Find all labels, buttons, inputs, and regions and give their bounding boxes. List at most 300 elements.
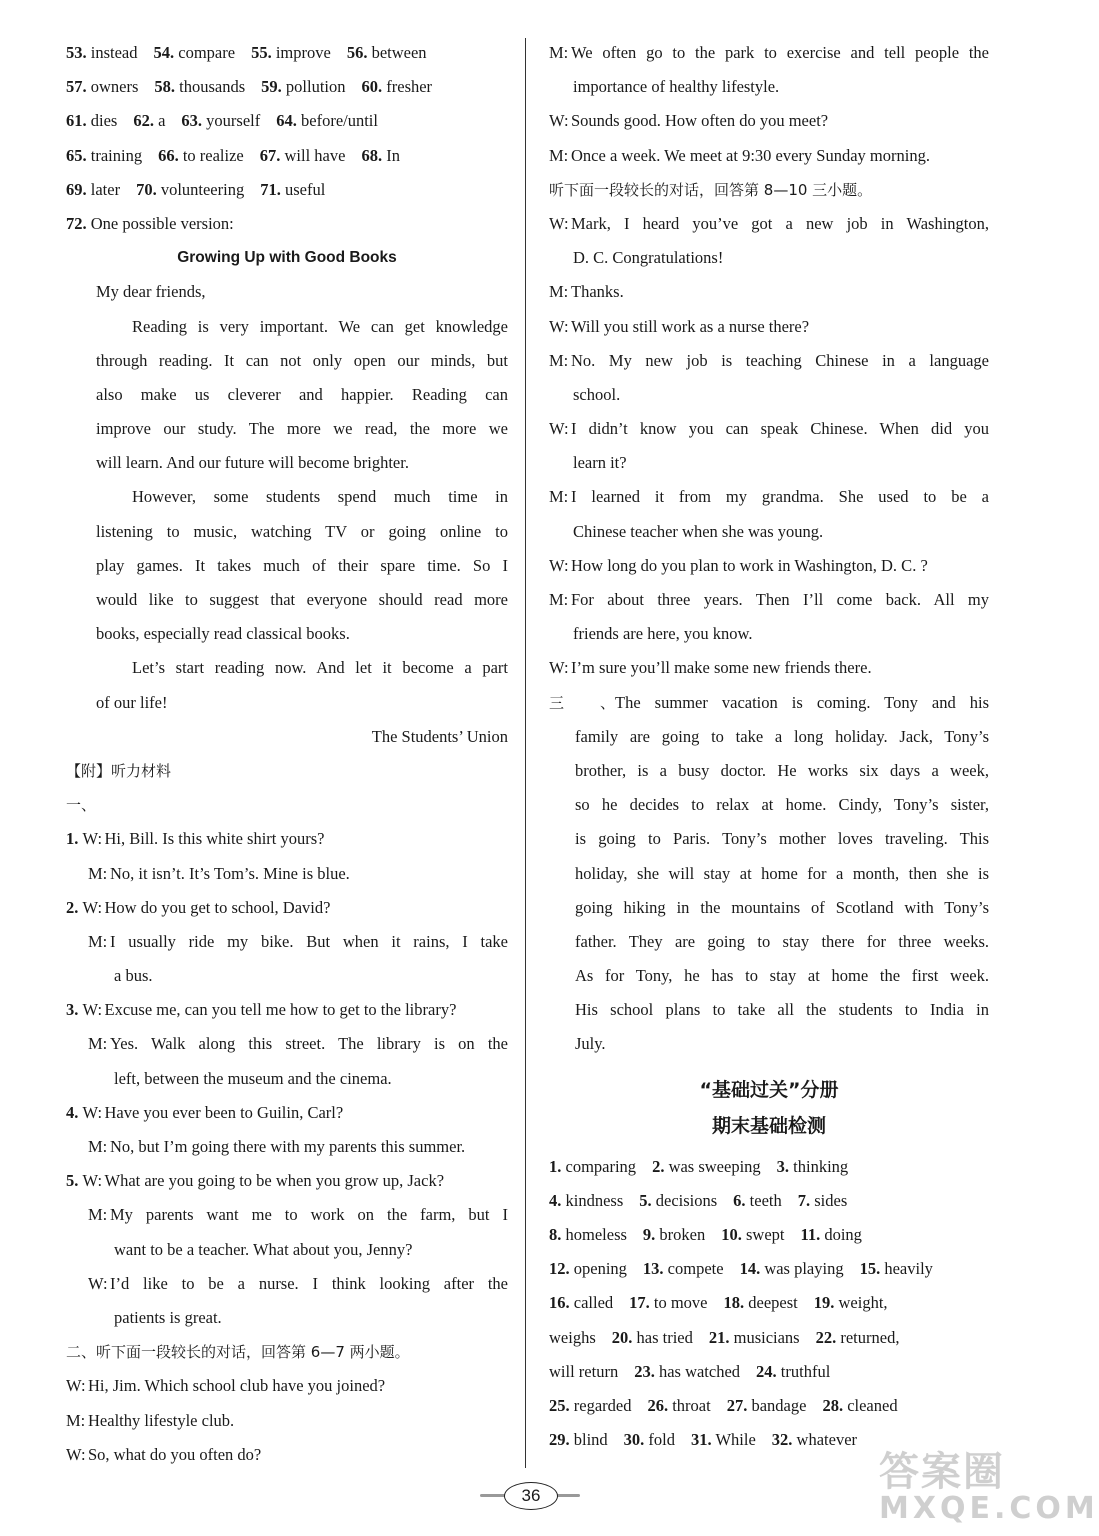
- answer-text: later: [90, 179, 121, 199]
- answer-number: 58.: [154, 77, 176, 97]
- answer-text: heavily: [884, 1259, 933, 1279]
- dialog-text: left, between the museum and the cinema.: [114, 1068, 392, 1088]
- answer-number: 29.: [549, 1430, 570, 1450]
- speaker-label: M:: [549, 487, 569, 507]
- answer-number: 68.: [361, 145, 383, 165]
- answer-number: 12.: [549, 1259, 570, 1279]
- answer-number: 3.: [776, 1156, 790, 1176]
- answer-item: [549, 1430, 608, 1449]
- answer-row: [66, 36, 508, 70]
- dialog-text: No. My new job is teaching Chinese in a language: [571, 350, 989, 370]
- dialog-text: For about three years. Then I’ll come back. All my: [571, 590, 989, 609]
- answer-text: weight,: [838, 1293, 888, 1313]
- answer-number: 32.: [771, 1430, 793, 1450]
- answer-item: [549, 1225, 627, 1244]
- passage-text: is going to Paris. Tony’s mother loves traveling. This: [575, 829, 989, 849]
- speaker-label: W:: [549, 213, 569, 233]
- dialog-number: 5.: [66, 1171, 79, 1191]
- dialog-text: Hi, Jim. Which school club have you joined?: [88, 1376, 386, 1396]
- answer-row: [66, 139, 508, 173]
- answer-number: 20.: [611, 1327, 633, 1347]
- essay-signature: The Students’ Union: [371, 726, 508, 746]
- answer-text: will have: [284, 145, 346, 165]
- passage-text: His school plans to take all the students to India in: [575, 1000, 989, 1020]
- answer-item: [158, 146, 244, 165]
- answer-number: 23.: [634, 1361, 655, 1381]
- answer-text: teeth: [749, 1190, 782, 1210]
- essay-paragraph-line: will learn. And our future will become brighter.: [96, 453, 409, 473]
- section-3-intro: 听下面一段较长的对话，回答第 8—10 三小题。: [549, 180, 873, 199]
- answer-item: [643, 1259, 724, 1278]
- section-2-intro: 二、听下面一段较长的对话，回答第 6—7 两小题。: [66, 1343, 410, 1362]
- speaker-label: M:: [88, 1034, 108, 1054]
- speaker-label: M:: [549, 282, 569, 302]
- dialog-line: [549, 617, 989, 651]
- dialog-line: [66, 1233, 508, 1267]
- answer-item: [361, 146, 400, 165]
- answer-text: was playing: [764, 1259, 844, 1279]
- answer-row: [66, 104, 508, 138]
- speaker-label: M:: [88, 1205, 108, 1225]
- answer-item: [260, 180, 325, 199]
- answer-number: 8.: [549, 1225, 562, 1244]
- passage-text: so he decides to relax at home. Cindy, Tony’s sister,: [575, 795, 989, 815]
- dialog-text: Chinese teacher when she was young.: [573, 521, 824, 541]
- answer-item: [66, 43, 138, 62]
- answer-number: 53.: [66, 43, 87, 62]
- dialog-line: [549, 515, 989, 549]
- answer-number: 9.: [642, 1225, 656, 1244]
- speaker-label: M:: [88, 1137, 108, 1156]
- answer-item: [261, 77, 345, 96]
- passage-text: going hiking in the mountains of Scotland with Tony’s: [575, 897, 989, 917]
- page-number-label: 36: [504, 1482, 558, 1510]
- answer-item: [777, 1157, 849, 1176]
- passage-line: [549, 1027, 989, 1061]
- answer-text: compete: [667, 1259, 724, 1279]
- answer-row: [549, 1184, 989, 1218]
- answer-text: to move: [653, 1293, 708, 1313]
- answer-text: deepest: [748, 1293, 798, 1313]
- answer-number: 69.: [66, 179, 87, 199]
- dialog-line: [66, 1096, 508, 1130]
- speaker-label: W:: [549, 111, 569, 131]
- answer-row: [549, 1355, 989, 1389]
- answer-number: 13.: [642, 1259, 664, 1279]
- dialog-text: I’d like to be a nurse. I think looking after the: [110, 1273, 508, 1293]
- dialog-line: [66, 959, 508, 993]
- answer-text: cleaned: [847, 1395, 898, 1415]
- speaker-label: M:: [88, 863, 108, 883]
- passage-line: [549, 720, 989, 754]
- answer-number: 22.: [815, 1327, 837, 1347]
- answer-number: 66.: [158, 145, 179, 165]
- answer-row: [66, 173, 508, 207]
- answer-text: swept: [746, 1225, 785, 1244]
- test-heading: 期末基础检测: [711, 1114, 826, 1137]
- dialog-text: friends are here, you know.: [573, 624, 753, 644]
- answer-number: 6.: [733, 1190, 746, 1210]
- answer-number: 28.: [822, 1395, 844, 1415]
- answer-item: [549, 1293, 613, 1312]
- dialog-line: [66, 1062, 508, 1096]
- speaker-label: W:: [549, 658, 569, 678]
- passage-line: [549, 686, 989, 720]
- answer-number: 71.: [260, 179, 281, 199]
- answer-text: useful: [284, 179, 326, 199]
- speaker-label: M:: [66, 1410, 86, 1430]
- spacer: [549, 1062, 989, 1072]
- answer-number: 11.: [800, 1225, 821, 1244]
- speaker-label: W:: [82, 1000, 103, 1020]
- dialog-text: want to be a teacher. What about you, Jenny?: [114, 1239, 413, 1259]
- answer-row: [549, 1218, 989, 1252]
- answer-row: [66, 70, 508, 104]
- answer-number: 16.: [549, 1293, 570, 1313]
- answer-text: weighs: [549, 1327, 596, 1347]
- essay-salutation: My dear friends,: [96, 282, 206, 302]
- dialog-line: [549, 241, 989, 275]
- answer-item: [549, 1259, 627, 1278]
- answer-item: [733, 1191, 782, 1210]
- answer-item: [549, 1396, 631, 1415]
- answer-item: [772, 1430, 857, 1449]
- dialog-line: [66, 993, 508, 1027]
- passage-line: [549, 925, 989, 959]
- dialog-line: [549, 344, 989, 378]
- column-divider: [525, 38, 526, 1468]
- speaker-label: W:: [66, 1376, 86, 1396]
- answer-text: While: [715, 1430, 756, 1450]
- dialog-text: learn it?: [573, 453, 627, 473]
- answer-number: 31.: [691, 1430, 712, 1450]
- answer-number: 18.: [723, 1293, 745, 1313]
- answer-number: 55.: [251, 43, 272, 62]
- answer-text: has tried: [636, 1327, 693, 1347]
- appendix-heading: 【附】听力材料: [66, 761, 172, 780]
- answer-text: instead: [90, 43, 138, 62]
- speaker-label: W:: [549, 419, 569, 439]
- answer-text: thinking: [793, 1156, 849, 1176]
- dialog-text: No, it isn’t. It’s Tom’s. Mine is blue.: [110, 863, 350, 883]
- answer-item: [634, 1362, 740, 1381]
- answer-item: [629, 1293, 707, 1312]
- dialog-line: [66, 1301, 508, 1335]
- answer-item: [549, 1157, 636, 1176]
- answer-text: dies: [90, 111, 118, 131]
- answer-text: has watched: [658, 1361, 741, 1381]
- dialog-line: [549, 378, 989, 412]
- dialog-line: [66, 1404, 508, 1438]
- answer-text: was sweeping: [668, 1156, 761, 1176]
- dialog-number: 3.: [66, 1000, 79, 1020]
- essay-paragraph-line: would like to suggest that everyone should read more: [96, 590, 508, 609]
- dialog-text: What are you going to be when you grow up, Jack?: [104, 1171, 445, 1191]
- answer-item: [814, 1293, 888, 1312]
- answer-text: yourself: [206, 111, 261, 131]
- dialog-text: I didn’t know you can speak Chinese. When did you: [571, 419, 989, 439]
- answer-number: 30.: [623, 1430, 645, 1450]
- answer-text: comparing: [565, 1156, 637, 1176]
- answer-item: [756, 1362, 830, 1381]
- answer-text: truthful: [780, 1361, 831, 1381]
- answer-row: [549, 1252, 989, 1286]
- answer-number: 59.: [261, 77, 282, 97]
- q72-label: One possible version:: [90, 213, 234, 233]
- dialog-text: I usually ride my bike. But when it rains, I take: [110, 931, 508, 951]
- dialog-text: Excuse me, can you tell me how to get to the library?: [104, 1000, 457, 1020]
- passage-text: The summer vacation is coming. Tony and his: [615, 692, 989, 712]
- right-column: [549, 36, 989, 1457]
- answer-text: blind: [573, 1430, 608, 1450]
- dialog-text: Sounds good. How often do you meet?: [571, 111, 829, 131]
- answer-item: [860, 1259, 933, 1278]
- answer-number: 17.: [629, 1293, 650, 1313]
- answer-item: [133, 111, 165, 130]
- answer-number: 27.: [726, 1395, 748, 1415]
- essay-paragraph-line: books, especially read classical books.: [96, 624, 350, 644]
- passage-text: family are going to take a long holiday. Jack, Tony’s: [575, 726, 989, 746]
- answer-item: [721, 1225, 784, 1244]
- watermark-text-cn: 答案圈: [879, 1449, 1005, 1495]
- answer-number: 63.: [181, 111, 203, 131]
- dialog-text: Healthy lifestyle club.: [88, 1410, 235, 1430]
- answer-text: opening: [573, 1259, 627, 1279]
- answer-text: compare: [178, 43, 236, 62]
- dialog-line: [66, 1438, 508, 1472]
- answer-item: [181, 111, 260, 130]
- dialog-text: a bus.: [114, 966, 153, 986]
- dialog-line: [66, 891, 508, 925]
- answer-item: [624, 1430, 675, 1449]
- answer-text: whatever: [796, 1430, 858, 1450]
- dialog-text: I learned it from my grandma. She used to be a: [571, 487, 989, 507]
- dialog-text: I’m sure you’ll make some new friends there.: [571, 658, 872, 678]
- dialog-text: How do you get to school, David?: [104, 897, 331, 917]
- speaker-label: W:: [82, 1102, 103, 1122]
- passage-line: [549, 857, 989, 891]
- passage-text: July.: [575, 1034, 606, 1054]
- answer-item: [727, 1396, 807, 1415]
- essay-paragraph-line: play games. It takes much of their spare time. So I: [96, 555, 508, 575]
- answer-text: In: [386, 145, 400, 165]
- speaker-label: W:: [82, 1171, 103, 1191]
- answer-item: [822, 1396, 897, 1415]
- answer-text: doing: [824, 1225, 862, 1244]
- answer-item: [66, 111, 117, 130]
- answer-item: [740, 1259, 844, 1278]
- dialog-line: [549, 651, 989, 685]
- dialog-line: [66, 822, 508, 856]
- answer-number: 19.: [813, 1293, 835, 1313]
- essay-paragraph-line: listening to music, watching TV or going online to: [96, 521, 508, 541]
- dialog-text: Will you still work as a nurse there?: [571, 316, 810, 336]
- answer-item: [549, 1328, 596, 1347]
- answer-number: 21.: [708, 1327, 730, 1347]
- dialog-text: Mark, I heard you’ve got a new job in Washington,: [571, 213, 989, 233]
- answer-item: [154, 77, 245, 96]
- answer-text: regarded: [573, 1395, 632, 1415]
- speaker-label: W:: [549, 555, 569, 575]
- answer-item: [66, 180, 120, 199]
- essay-paragraph-line: However, some students spend much time in: [132, 487, 508, 507]
- answer-text: fold: [648, 1430, 676, 1450]
- answer-text: owners: [90, 77, 139, 97]
- dialog-text: Yes. Walk along this street. The library is on the: [110, 1034, 508, 1054]
- essay-paragraph-line: improve our study. The more we read, the more we: [96, 419, 508, 439]
- answer-text: homeless: [565, 1225, 627, 1244]
- passage-line: [549, 993, 989, 1027]
- essay-paragraph-line: through reading. It can not only open our minds, but: [96, 350, 508, 370]
- section-1-label: 一、: [66, 796, 97, 815]
- answer-item: [154, 43, 236, 62]
- dialog-line: [549, 549, 989, 583]
- answer-text: musicians: [733, 1327, 800, 1347]
- passage-line: [549, 891, 989, 925]
- dialog-line: [549, 104, 989, 138]
- answer-number: 60.: [361, 77, 383, 97]
- answer-text: called: [573, 1293, 614, 1313]
- answer-text: before/until: [301, 111, 378, 131]
- dialog-text: We often go to the park to exercise and tell people the: [571, 43, 989, 62]
- booklet-heading: “基础过关”分册: [699, 1078, 839, 1101]
- answer-item: [347, 43, 427, 62]
- answer-item: [816, 1328, 900, 1347]
- answer-number: 25.: [549, 1395, 570, 1415]
- passage-text: father. They are going to stay there for three weeks.: [575, 931, 989, 951]
- answer-row: [549, 1150, 989, 1184]
- dialog-text: No, but I’m going there with my parents this summer.: [110, 1137, 466, 1156]
- answer-number: 61.: [66, 111, 87, 131]
- dialog-line: [66, 1198, 508, 1232]
- answer-number: 54.: [153, 43, 175, 62]
- answer-number: 4.: [549, 1190, 562, 1210]
- dialog-line: [549, 139, 989, 173]
- answer-text: between: [371, 43, 427, 62]
- answer-item: [647, 1396, 710, 1415]
- answer-text: bandage: [751, 1395, 807, 1415]
- answer-item: [136, 180, 244, 199]
- answer-text: improve: [275, 43, 331, 62]
- dialog-number: 4.: [66, 1102, 79, 1122]
- dialog-line: [549, 70, 989, 104]
- q72-line: [66, 207, 508, 241]
- dialog-text: D. C. Congratulations!: [573, 248, 724, 268]
- passage-line: [549, 822, 989, 856]
- answer-text: kindness: [565, 1190, 624, 1210]
- dialog-line: [549, 446, 989, 480]
- answer-text: throat: [672, 1395, 711, 1415]
- answer-text: a: [158, 111, 166, 131]
- dialog-text: So, what do you often do?: [88, 1444, 262, 1464]
- dialog-text: patients is great.: [114, 1307, 222, 1327]
- passage-text: As for Tony, he has to stay at home the first week.: [575, 966, 989, 986]
- answer-number: 15.: [859, 1259, 881, 1279]
- answer-number: 2.: [652, 1156, 665, 1176]
- speaker-label: M:: [549, 145, 569, 165]
- answer-text: fresher: [386, 77, 433, 97]
- answer-text: broken: [659, 1225, 706, 1244]
- dialog-text: My parents want me to work on the farm, but I: [110, 1205, 508, 1225]
- dialog-line: [66, 1130, 508, 1164]
- answer-text: to realize: [182, 145, 244, 165]
- answer-item: [709, 1328, 800, 1347]
- dialog-line: [66, 1267, 508, 1301]
- answer-number: 5.: [639, 1190, 652, 1210]
- answer-item: [798, 1191, 848, 1210]
- dialog-number: 2.: [66, 897, 79, 917]
- dialog-text: How long do you plan to work in Washington, D. C. ?: [571, 555, 928, 575]
- dialog-line: [66, 857, 508, 891]
- answer-number: 14.: [739, 1259, 761, 1279]
- answer-item: [549, 1191, 623, 1210]
- speaker-label: W:: [549, 316, 569, 336]
- dialog-text: Thanks.: [571, 282, 624, 302]
- answer-row: [549, 1389, 989, 1423]
- answer-item: [549, 1362, 618, 1381]
- answer-text: returned,: [840, 1327, 900, 1347]
- answer-item: [639, 1191, 717, 1210]
- page-number: [480, 1480, 580, 1512]
- dialog-text: school.: [573, 384, 621, 404]
- essay-title: Growing Up with Good Books: [177, 249, 397, 267]
- left-column: [66, 36, 508, 1472]
- answer-text: sides: [814, 1190, 848, 1210]
- speaker-label: M:: [549, 43, 569, 62]
- dialog-number: 1.: [66, 829, 79, 849]
- dialog-line: [549, 583, 989, 617]
- answer-item: [801, 1225, 862, 1244]
- speaker-label: W:: [82, 829, 103, 849]
- answer-text: decisions: [655, 1190, 718, 1210]
- answer-text: will return: [549, 1361, 619, 1381]
- answer-text: pollution: [285, 77, 346, 97]
- answer-text: volunteering: [160, 179, 245, 199]
- passage-line: [549, 959, 989, 993]
- dialog-line: [549, 275, 989, 309]
- dialog-line: [549, 36, 989, 70]
- dialog-line: [66, 1369, 508, 1403]
- essay-paragraph-line: Let’s start reading now. And let it become a part: [132, 658, 508, 678]
- answer-number: 56.: [346, 43, 368, 62]
- essay-paragraph-line: Reading is very important. We can get knowledge: [132, 316, 508, 336]
- dialog-line: [549, 412, 989, 446]
- essay-paragraph-line: of our life!: [96, 692, 168, 712]
- answer-item: [66, 146, 142, 165]
- watermark-text-en: MXQE.COM: [879, 1491, 1099, 1526]
- answer-number: 65.: [66, 145, 87, 165]
- essay-paragraph-line: also make us cleverer and happier. Reading can: [96, 384, 508, 404]
- passage-line: [549, 754, 989, 788]
- passage-line: [549, 788, 989, 822]
- dialog-line: [549, 310, 989, 344]
- q72-number: 72.: [66, 213, 87, 233]
- speaker-label: W:: [88, 1273, 108, 1293]
- speaker-label: W:: [66, 1444, 86, 1464]
- dialog-line: [66, 1027, 508, 1061]
- answer-row: [549, 1286, 989, 1320]
- speaker-label: M:: [549, 350, 569, 370]
- answer-number: 57.: [66, 77, 87, 97]
- answer-number: 64.: [276, 111, 297, 131]
- answer-item: [643, 1225, 705, 1244]
- speaker-label: W:: [82, 897, 103, 917]
- dialog-line: [549, 207, 989, 241]
- passage-text: brother, is a busy doctor. He works six days a week,: [575, 760, 989, 780]
- answer-item: [724, 1293, 798, 1312]
- dialog-text: Have you ever been to Guilin, Carl?: [104, 1102, 344, 1122]
- watermark-logo: [879, 1440, 1099, 1530]
